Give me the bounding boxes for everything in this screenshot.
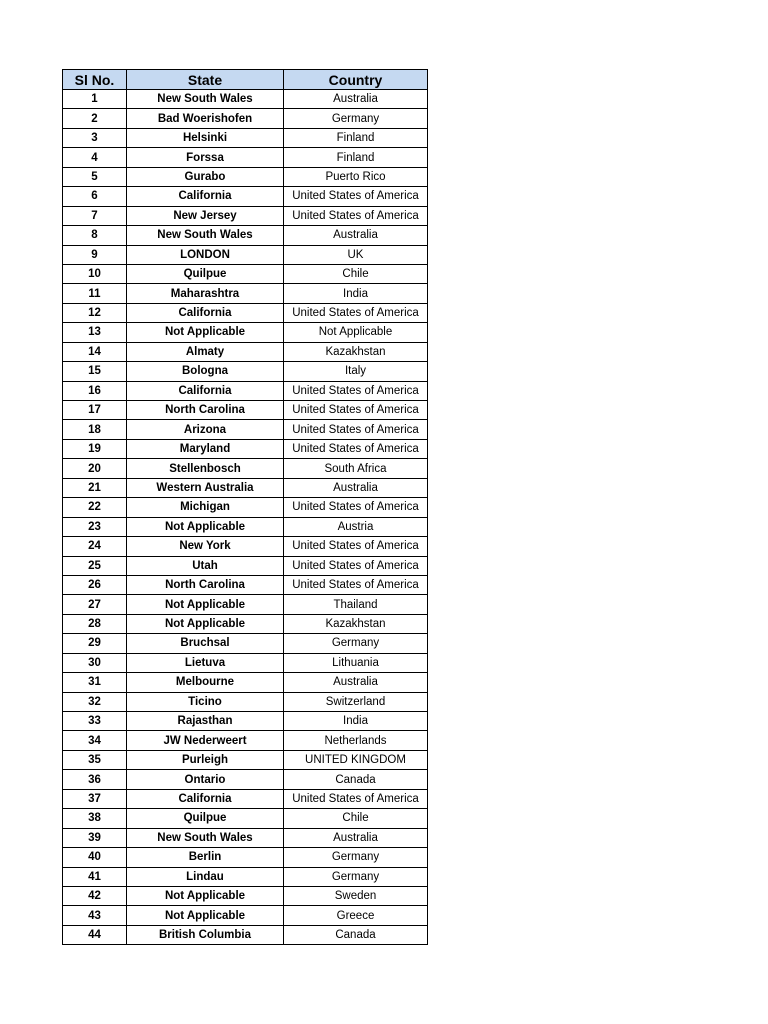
country-cell: United States of America bbox=[284, 187, 428, 206]
row-number-cell: 10 bbox=[63, 264, 127, 283]
table-row bbox=[63, 284, 428, 303]
row-number-cell: 12 bbox=[63, 303, 127, 322]
table-row bbox=[63, 673, 428, 692]
table-row bbox=[63, 925, 428, 944]
state-cell: Not Applicable bbox=[127, 906, 284, 925]
country-cell: Kazakhstan bbox=[284, 342, 428, 361]
row-number-cell: 15 bbox=[63, 362, 127, 381]
table-row bbox=[63, 828, 428, 847]
table-row bbox=[63, 167, 428, 186]
state-cell: Almaty bbox=[127, 342, 284, 361]
table-row bbox=[63, 264, 428, 283]
country-cell: Thailand bbox=[284, 595, 428, 614]
table-row bbox=[63, 478, 428, 497]
row-number-cell: 18 bbox=[63, 420, 127, 439]
row-number-cell: 43 bbox=[63, 906, 127, 925]
country-cell: Chile bbox=[284, 809, 428, 828]
state-cell: Lietuva bbox=[127, 653, 284, 672]
country-cell: Chile bbox=[284, 264, 428, 283]
table-row bbox=[63, 226, 428, 245]
row-number-cell: 8 bbox=[63, 226, 127, 245]
table-row bbox=[63, 789, 428, 808]
state-cell: Not Applicable bbox=[127, 595, 284, 614]
table-row bbox=[63, 459, 428, 478]
table-row bbox=[63, 595, 428, 614]
table-row bbox=[63, 401, 428, 420]
row-number-cell: 11 bbox=[63, 284, 127, 303]
country-cell: Canada bbox=[284, 925, 428, 944]
row-number-cell: 35 bbox=[63, 750, 127, 769]
state-cell: Gurabo bbox=[127, 167, 284, 186]
state-cell: Bad Woerishofen bbox=[127, 109, 284, 128]
state-cell: Ticino bbox=[127, 692, 284, 711]
country-cell: United States of America bbox=[284, 537, 428, 556]
row-number-cell: 4 bbox=[63, 148, 127, 167]
state-cell: Melbourne bbox=[127, 673, 284, 692]
state-cell: Rajasthan bbox=[127, 712, 284, 731]
state-cell: Quilpue bbox=[127, 809, 284, 828]
state-cell: California bbox=[127, 303, 284, 322]
table-body bbox=[63, 90, 428, 945]
country-cell: Australia bbox=[284, 226, 428, 245]
country-cell: Switzerland bbox=[284, 692, 428, 711]
table-row bbox=[63, 537, 428, 556]
row-number-cell: 14 bbox=[63, 342, 127, 361]
table-row bbox=[63, 712, 428, 731]
row-number-cell: 26 bbox=[63, 575, 127, 594]
row-number-cell: 25 bbox=[63, 556, 127, 575]
state-cell: Western Australia bbox=[127, 478, 284, 497]
country-cell: United States of America bbox=[284, 439, 428, 458]
table-row bbox=[63, 848, 428, 867]
state-cell: Purleigh bbox=[127, 750, 284, 769]
country-cell: Italy bbox=[284, 362, 428, 381]
row-number-cell: 24 bbox=[63, 537, 127, 556]
state-cell: Bruchsal bbox=[127, 634, 284, 653]
state-cell: Not Applicable bbox=[127, 886, 284, 905]
state-cell: New York bbox=[127, 537, 284, 556]
state-cell: Berlin bbox=[127, 848, 284, 867]
row-number-cell: 37 bbox=[63, 789, 127, 808]
state-cell: Arizona bbox=[127, 420, 284, 439]
state-cell: California bbox=[127, 187, 284, 206]
state-cell: Forssa bbox=[127, 148, 284, 167]
table-row bbox=[63, 245, 428, 264]
table-row bbox=[63, 731, 428, 750]
table-row bbox=[63, 420, 428, 439]
country-cell: South Africa bbox=[284, 459, 428, 478]
row-number-cell: 30 bbox=[63, 653, 127, 672]
table-row bbox=[63, 867, 428, 886]
country-cell: Germany bbox=[284, 867, 428, 886]
row-number-cell: 42 bbox=[63, 886, 127, 905]
header-sl-no: Sl No. bbox=[63, 70, 127, 90]
table-row bbox=[63, 206, 428, 225]
row-number-cell: 3 bbox=[63, 128, 127, 147]
state-cell: Ontario bbox=[127, 770, 284, 789]
country-cell: United States of America bbox=[284, 575, 428, 594]
state-cell: Stellenbosch bbox=[127, 459, 284, 478]
row-number-cell: 1 bbox=[63, 90, 127, 109]
country-cell: Australia bbox=[284, 90, 428, 109]
country-cell: Puerto Rico bbox=[284, 167, 428, 186]
table-row bbox=[63, 381, 428, 400]
table-row bbox=[63, 575, 428, 594]
state-cell: New South Wales bbox=[127, 90, 284, 109]
state-cell: New South Wales bbox=[127, 226, 284, 245]
row-number-cell: 44 bbox=[63, 925, 127, 944]
row-number-cell: 36 bbox=[63, 770, 127, 789]
row-number-cell: 33 bbox=[63, 712, 127, 731]
state-cell: Maryland bbox=[127, 439, 284, 458]
table-row bbox=[63, 90, 428, 109]
state-cell: LONDON bbox=[127, 245, 284, 264]
table-row bbox=[63, 653, 428, 672]
row-number-cell: 29 bbox=[63, 634, 127, 653]
row-number-cell: 38 bbox=[63, 809, 127, 828]
table-row bbox=[63, 187, 428, 206]
country-cell: Finland bbox=[284, 128, 428, 147]
row-number-cell: 32 bbox=[63, 692, 127, 711]
table-row bbox=[63, 362, 428, 381]
table-row bbox=[63, 323, 428, 342]
country-cell: United States of America bbox=[284, 420, 428, 439]
state-cell: Utah bbox=[127, 556, 284, 575]
row-number-cell: 16 bbox=[63, 381, 127, 400]
state-cell: North Carolina bbox=[127, 575, 284, 594]
row-number-cell: 5 bbox=[63, 167, 127, 186]
table-row bbox=[63, 128, 428, 147]
row-number-cell: 28 bbox=[63, 614, 127, 633]
header-state: State bbox=[127, 70, 284, 90]
table-row bbox=[63, 886, 428, 905]
country-cell: Sweden bbox=[284, 886, 428, 905]
table-row bbox=[63, 342, 428, 361]
state-cell: British Columbia bbox=[127, 925, 284, 944]
country-cell: United States of America bbox=[284, 556, 428, 575]
state-cell: Helsinki bbox=[127, 128, 284, 147]
header-country: Country bbox=[284, 70, 428, 90]
row-number-cell: 40 bbox=[63, 848, 127, 867]
row-number-cell: 7 bbox=[63, 206, 127, 225]
row-number-cell: 17 bbox=[63, 401, 127, 420]
table-header bbox=[63, 70, 428, 90]
country-cell: Kazakhstan bbox=[284, 614, 428, 633]
table-row bbox=[63, 148, 428, 167]
state-cell: California bbox=[127, 381, 284, 400]
row-number-cell: 27 bbox=[63, 595, 127, 614]
country-cell: UNITED KINGDOM bbox=[284, 750, 428, 769]
table-row bbox=[63, 439, 428, 458]
state-cell: Not Applicable bbox=[127, 614, 284, 633]
country-cell: Finland bbox=[284, 148, 428, 167]
country-cell: United States of America bbox=[284, 206, 428, 225]
country-cell: Netherlands bbox=[284, 731, 428, 750]
country-cell: United States of America bbox=[284, 789, 428, 808]
country-cell: Canada bbox=[284, 770, 428, 789]
table-row bbox=[63, 614, 428, 633]
country-cell: Lithuania bbox=[284, 653, 428, 672]
row-number-cell: 41 bbox=[63, 867, 127, 886]
state-cell: Not Applicable bbox=[127, 517, 284, 536]
country-cell: UK bbox=[284, 245, 428, 264]
country-cell: United States of America bbox=[284, 381, 428, 400]
table-row bbox=[63, 109, 428, 128]
state-cell: Michigan bbox=[127, 498, 284, 517]
country-cell: Germany bbox=[284, 109, 428, 128]
country-cell: Germany bbox=[284, 848, 428, 867]
table-row bbox=[63, 303, 428, 322]
row-number-cell: 23 bbox=[63, 517, 127, 536]
table-row bbox=[63, 517, 428, 536]
row-number-cell: 34 bbox=[63, 731, 127, 750]
country-cell: Greece bbox=[284, 906, 428, 925]
row-number-cell: 20 bbox=[63, 459, 127, 478]
table-row bbox=[63, 750, 428, 769]
country-cell: Australia bbox=[284, 828, 428, 847]
row-number-cell: 6 bbox=[63, 187, 127, 206]
country-cell: United States of America bbox=[284, 498, 428, 517]
state-cell: Maharashtra bbox=[127, 284, 284, 303]
state-cell: JW Nederweert bbox=[127, 731, 284, 750]
country-cell: United States of America bbox=[284, 401, 428, 420]
country-cell: India bbox=[284, 284, 428, 303]
table-row bbox=[63, 498, 428, 517]
row-number-cell: 13 bbox=[63, 323, 127, 342]
country-cell: Australia bbox=[284, 673, 428, 692]
table-row bbox=[63, 556, 428, 575]
country-cell: Australia bbox=[284, 478, 428, 497]
header-row bbox=[63, 70, 428, 90]
table-row bbox=[63, 634, 428, 653]
state-cell: Lindau bbox=[127, 867, 284, 886]
row-number-cell: 21 bbox=[63, 478, 127, 497]
state-cell: California bbox=[127, 789, 284, 808]
table-row bbox=[63, 692, 428, 711]
country-cell: Austria bbox=[284, 517, 428, 536]
row-number-cell: 19 bbox=[63, 439, 127, 458]
row-number-cell: 39 bbox=[63, 828, 127, 847]
state-cell: North Carolina bbox=[127, 401, 284, 420]
state-cell: New Jersey bbox=[127, 206, 284, 225]
row-number-cell: 2 bbox=[63, 109, 127, 128]
country-cell: United States of America bbox=[284, 303, 428, 322]
country-cell: Germany bbox=[284, 634, 428, 653]
table-row bbox=[63, 770, 428, 789]
country-cell: India bbox=[284, 712, 428, 731]
state-cell: Not Applicable bbox=[127, 323, 284, 342]
data-table bbox=[62, 69, 428, 945]
table-row bbox=[63, 809, 428, 828]
state-cell: Quilpue bbox=[127, 264, 284, 283]
row-number-cell: 31 bbox=[63, 673, 127, 692]
row-number-cell: 22 bbox=[63, 498, 127, 517]
state-cell: New South Wales bbox=[127, 828, 284, 847]
row-number-cell: 9 bbox=[63, 245, 127, 264]
country-cell: Not Applicable bbox=[284, 323, 428, 342]
table-row bbox=[63, 906, 428, 925]
state-cell: Bologna bbox=[127, 362, 284, 381]
